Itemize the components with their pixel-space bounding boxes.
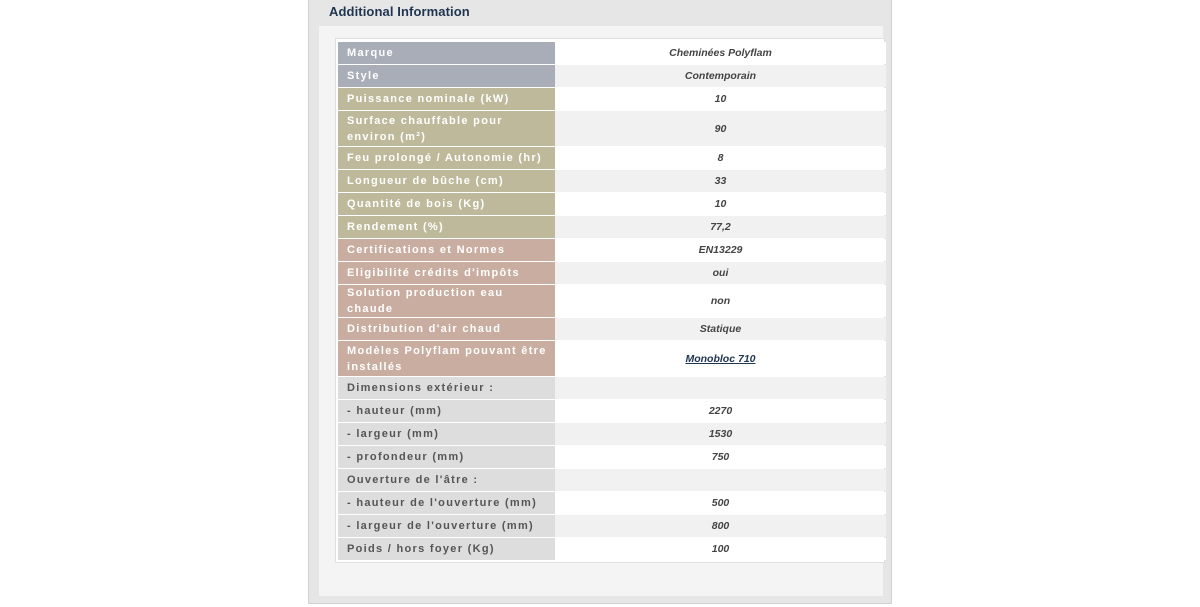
attribute-label: - hauteur (mm) [338,400,555,422]
attribute-label: Rendement (%) [338,216,555,238]
table-row [338,446,886,468]
attribute-label: Eligibilité crédits d'impôts [338,262,555,284]
attribute-label: Modèles Polyflam pouvant être installés [338,341,555,376]
table-row [338,42,886,64]
attribute-value: oui [555,262,886,284]
table-row [338,111,886,146]
monobloc-710-link[interactable]: Monobloc 710 [685,352,756,365]
attribute-label: Marque [338,42,555,64]
attribute-label: - hauteur de l'ouverture (mm) [338,492,555,514]
table-row [338,65,886,87]
additional-information-panel [308,0,892,604]
attribute-value: 90 [555,111,886,146]
table-row [338,377,886,399]
attribute-value: 10 [555,88,886,110]
attribute-value: Statique [555,318,886,340]
table-row [338,538,886,560]
attribute-label: Solution production eau chaude [338,285,555,317]
table-row [338,423,886,445]
panel-title: Additional Information [329,4,470,19]
table-row [338,262,886,284]
attribute-value: Contemporain [555,65,886,87]
attribute-label: Ouverture de l'âtre : [338,469,555,491]
attribute-value: non [555,285,886,317]
attribute-value: 33 [555,170,886,192]
attribute-label: - largeur (mm) [338,423,555,445]
attribute-value: 8 [555,147,886,169]
attribute-label: - largeur de l'ouverture (mm) [338,515,555,537]
table-row [338,285,886,317]
table-row [338,216,886,238]
table-row [338,193,886,215]
attribute-label: Puissance nominale (kW) [338,88,555,110]
table-row [338,400,886,422]
attribute-label: Surface chauffable pour environ (m²) [338,111,555,146]
panel-body [319,26,883,596]
attribute-value: EN13229 [555,239,886,261]
table-row [338,239,886,261]
attribute-value [555,377,886,399]
attribute-label: Certifications et Normes [338,239,555,261]
attribute-label: Style [338,65,555,87]
attribute-label: Distribution d'air chaud [338,318,555,340]
table-row [338,88,886,110]
attribute-value: 10 [555,193,886,215]
table-row [338,318,886,340]
table-row [338,515,886,537]
attribute-value: 750 [555,446,886,468]
table-row [338,147,886,169]
attribute-value [555,341,886,376]
attribute-value: 2270 [555,400,886,422]
attribute-label: Dimensions extérieur : [338,377,555,399]
attribute-value: Cheminées Polyflam [555,42,886,64]
attribute-value [555,469,886,491]
product-attributes-table [338,41,886,561]
attribute-value: 77,2 [555,216,886,238]
table-row [338,469,886,491]
table-row [338,492,886,514]
attribute-value: 800 [555,515,886,537]
attribute-label: Feu prolongé / Autonomie (hr) [338,147,555,169]
attribute-label: - profondeur (mm) [338,446,555,468]
attribute-label: Quantité de bois (Kg) [338,193,555,215]
attribute-label: Poids / hors foyer (Kg) [338,538,555,560]
table-row [338,341,886,376]
attribute-value: 100 [555,538,886,560]
attribute-value: 1530 [555,423,886,445]
table-row [338,170,886,192]
attributes-table-frame [335,38,885,563]
attribute-value: 500 [555,492,886,514]
attribute-label: Longueur de bûche (cm) [338,170,555,192]
